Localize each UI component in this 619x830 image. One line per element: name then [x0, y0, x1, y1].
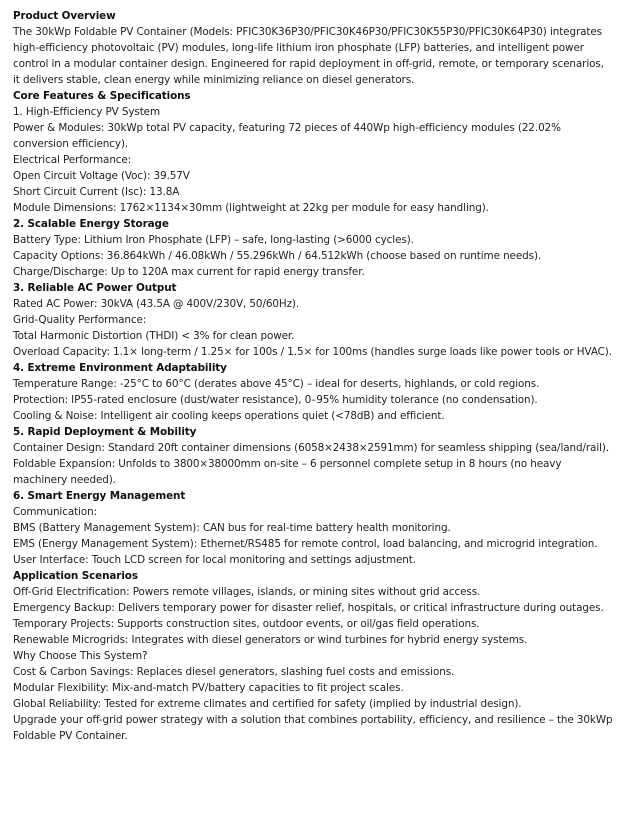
section-heading-4-extreme-environment-adaptability: 4. Extreme Environment Adaptability [13, 362, 227, 374]
text-line-modular-flexibility-mix-and-match-pv-bat: Modular Flexibility: Mix-and-match PV/battery capacities to fit project scales. [13, 682, 404, 694]
text-line-renewable-microgrids-integrates-with-die: Renewable Microgrids: Integrates with diesel generators or wind turbines for hybrid energy systems. [13, 634, 528, 646]
text-line-total-harmonic-distortion-thdi-3-for-cle: Total Harmonic Distortion (THDI) < 3% for clean power. [13, 330, 295, 342]
text-line-emergency-backup-delivers-temporary-powe: Emergency Backup: Delivers temporary power for disaster relief, hospitals, or critical infrastructure during outages. [13, 602, 604, 614]
text-line-cooling-noise-intelligent-air-cooling-ke: Cooling & Noise: Intelligent air cooling keeps operations quiet (<78dB) and efficient. [13, 410, 445, 422]
text-line-module-dimensions-1762-1134-30mm-lightwe: Module Dimensions: 1762×1134×30mm (lightweight at 22kg per module for easy handling). [13, 202, 489, 214]
text-line-rated-ac-power-30kva-43-5a-400v-230v-50-: Rated AC Power: 30kVA (43.5A @ 400V/230V, 50/60Hz). [13, 298, 300, 310]
text-line-battery-type-lithium-iron-phosphate-lfp-: Battery Type: Lithium Iron Phosphate (LFP) – safe, long-lasting (>6000 cycles). [13, 234, 414, 246]
product-description [13, 8, 613, 744]
text-line-container-design-standard-20ft-container: Container Design: Standard 20ft container dimensions (6058×2438×2591mm) for seamless shipping (sea/land/rail). [13, 442, 610, 454]
section-heading-core-features-specifications: Core Features & Specifications [13, 90, 191, 102]
text-line-bms-battery-management-system-can-bus-fo: BMS (Battery Management System): CAN bus for real-time battery health monitoring. [13, 522, 451, 534]
section-heading-6-smart-energy-management: 6. Smart Energy Management [13, 490, 186, 502]
text-line-electrical-performance: Electrical Performance: [13, 154, 132, 166]
text-line-off-grid-electrification-powers-remote-v: Off-Grid Electrification: Powers remote villages, islands, or mining sites without grid access. [13, 586, 481, 598]
text-line-open-circuit-voltage-voc-39-57v: Open Circuit Voltage (Voc): 39.57V [13, 170, 190, 182]
text-line-foldable-expansion-unfolds-to-3800-38000: Foldable Expansion: Unfolds to 3800×38000mm on-site – 6 personnel complete setup in 8 hours (no heavy machinery needed). [13, 458, 562, 486]
text-line-user-interface-touch-lcd-screen-for-loca: User Interface: Touch LCD screen for local monitoring and settings adjustment. [13, 554, 416, 566]
text-line-upgrade-your-off-grid-power-strategy-wit: Upgrade your off-grid power strategy with a solution that combines portability, efficiency, and resilience – the 30kWp Foldable PV Container. [13, 714, 613, 742]
text-line-ems-energy-management-system-ethernet-rs: EMS (Energy Management System): Ethernet/RS485 for remote control, load balancing, and microgrid integration. [13, 538, 598, 550]
text-line-charge-discharge-up-to-120a-max-current-: Charge/Discharge: Up to 120A max current for rapid energy transfer. [13, 266, 365, 278]
text-line-cost-carbon-savings-replaces-diesel-gene: Cost & Carbon Savings: Replaces diesel generators, slashing fuel costs and emissions. [13, 666, 455, 678]
section-heading-application-scenarios: Application Scenarios [13, 570, 138, 582]
text-line-communication: Communication: [13, 506, 97, 518]
text-line-power-modules-30kwp-total-pv-capacity-fe: Power & Modules: 30kWp total PV capacity, featuring 72 pieces of 440Wp high-efficiency modules (22.02% conversion efficiency). [13, 122, 561, 150]
text-line-why-choose-this-system: Why Choose This System? [13, 650, 148, 662]
text-line-overload-capacity-1-1-long-term-1-25-for: Overload Capacity: 1.1× long-term / 1.25× for 100s / 1.5× for 100ms (handles surge loads like power tools or HVAC). [13, 346, 612, 358]
text-line-temperature-range-25-c-to-60-c-derates-a: Temperature Range: -25°C to 60°C (derates above 45°C) – ideal for deserts, highlands, or cold regions. [13, 378, 540, 390]
section-heading-product-overview: Product Overview [13, 10, 116, 22]
text-line-the-30kwp-foldable-pv-container-models-p: The 30kWp Foldable PV Container (Models: PFIC30K36P30/PFIC30K46P30/PFIC30K55P30/PFIC30K64P30) integrates high-efficiency photovoltaic (PV) modules, long-life lithium iron phosphate (LFP) batteries, and intelligent power control in a modular container design. Engineered for rapid deployment in off-grid, remote, or temporary scenarios, it delivers stable, clean energy while minimizing reliance on diesel generators. [13, 26, 604, 86]
section-heading-5-rapid-deployment-mobility: 5. Rapid Deployment & Mobility [13, 426, 197, 438]
text-line-grid-quality-performance: Grid-Quality Performance: [13, 314, 147, 326]
section-heading-2-scalable-energy-storage: 2. Scalable Energy Storage [13, 218, 169, 230]
text-line-1-high-efficiency-pv-system: 1. High-Efficiency PV System [13, 106, 160, 118]
text-line-global-reliability-tested-for-extreme-cl: Global Reliability: Tested for extreme climates and certified for safety (implied by industrial design). [13, 698, 522, 710]
text-line-protection-ip55-rated-enclosure-dust-wat: Protection: IP55-rated enclosure (dust/water resistance), 0–95% humidity tolerance (no condensation). [13, 394, 538, 406]
text-line-temporary-projects-supports-construction: Temporary Projects: Supports construction sites, outdoor events, or oil/gas field operations. [13, 618, 480, 630]
text-line-capacity-options-36-864kwh-46-08kwh-55-2: Capacity Options: 36.864kWh / 46.08kWh / 55.296kWh / 64.512kWh (choose based on runtime needs). [13, 250, 542, 262]
text-line-short-circuit-current-isc-13-8a: Short Circuit Current (Isc): 13.8A [13, 186, 180, 198]
section-heading-3-reliable-ac-power-output: 3. Reliable AC Power Output [13, 282, 177, 294]
